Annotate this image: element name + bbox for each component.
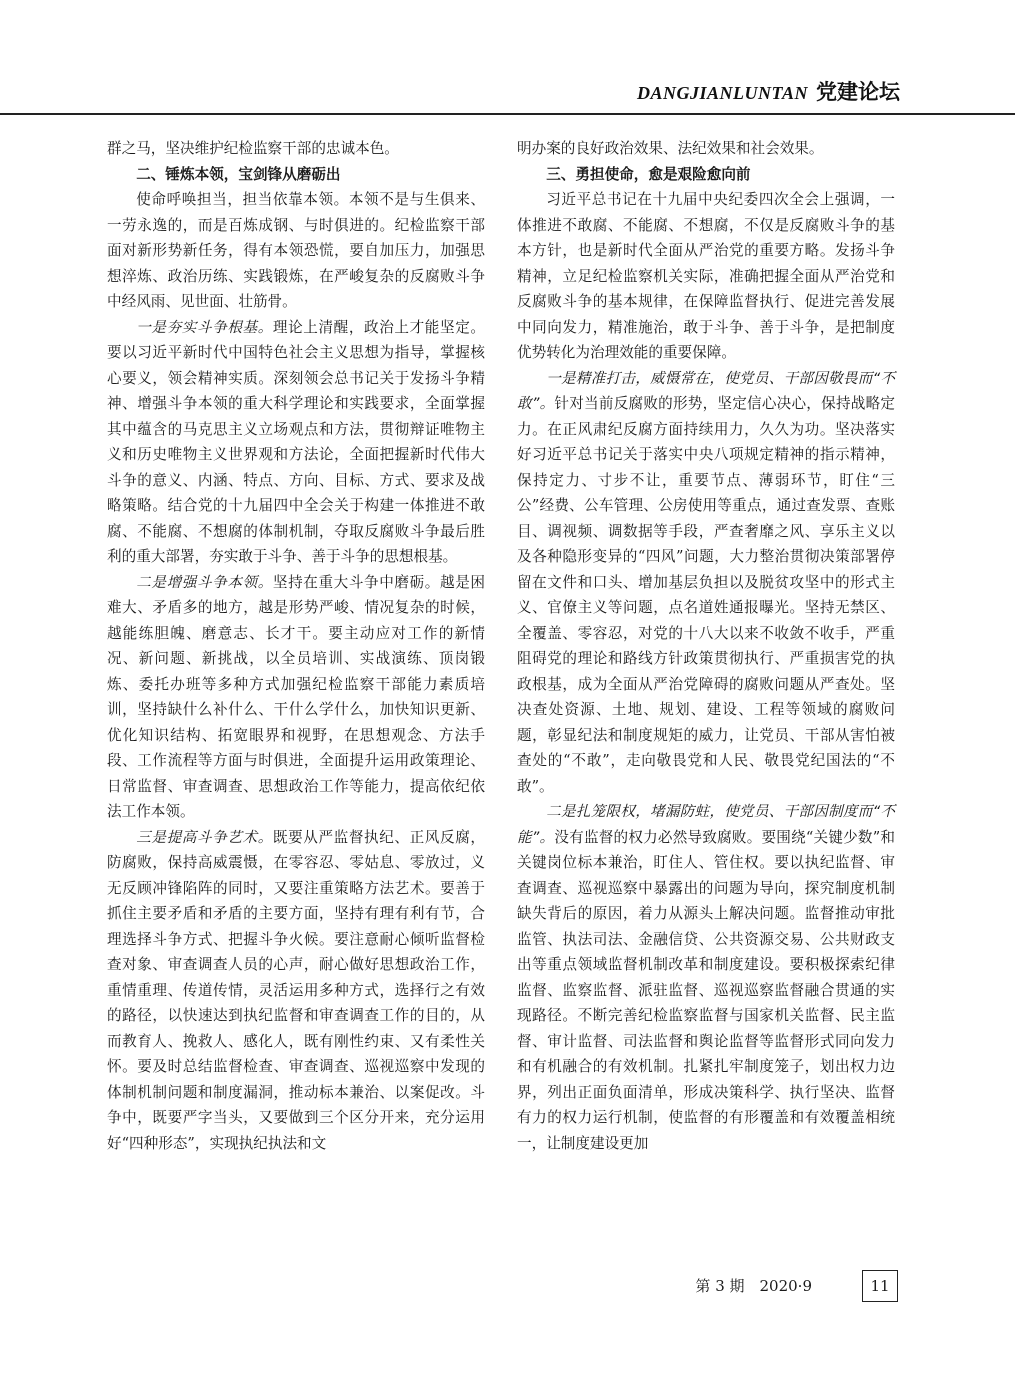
section-heading: 二、锤炼本领，宝剑锋从磨砺出: [136, 165, 341, 183]
paragraph: 习近平总书记在十九届中央纪委四次全会上强调，一体推进不敢腐、不能腐、不想腐，不仅是反腐败斗争的基本方针，也是新时代全面从严治党的重要方略。发扬斗争精神，立足纪检监察机关实际，准确把握全面从严治党和反腐败斗争的基本规律，在保障监督执行、促进完善发展中同向发力，精准施治，敢于斗争、善于斗争，是把制度优势转化为治理效能的重要保障。: [517, 191, 895, 361]
paragraph: 使命呼唤担当，担当依靠本领。本领不是与生俱来、一劳永逸的，而是百炼成钢、与时俱进的。纪检监察干部面对新形势新任务，得有本领恐慌，要自加压力，加强思想淬炼、政治历练、实践锻炼，在严峻复杂的反腐败斗争中经风雨、见世面、壮筋骨。: [107, 191, 485, 310]
paragraph-body: 针对当前反腐败的形势，坚定信心决心，保持战略定力。在正风肃纪反腐方面持续用力，久久为功。坚决落实好习近平总书记关于落实中央八项规定精神的指示精神，保持定力、寸步不让，重要节点、薄弱环节，盯住“三公”经费、公车管理、公房使用等重点，通过查发票、查账目、调视频、调数据等手段，严查奢靡之风、享乐主义以及各种隐形变异的“四风”问题，大力整治贯彻决策部署停留在文件和口头、增加基层负担以及脱贫攻坚中的形式主义、官僚主义等问题，点名道姓通报曝光。坚持无禁区、全覆盖、零容忍，对党的十八大以来不收敛不收手，严重阻碍党的理论和路线方针政策贯彻执行、严重损害党的执政根基，成为全面从严治党障碍的腐败问题从严查处。坚决查处资源、土地、规划、建设、工程等领域的腐败问题，彰显纪法和制度规矩的威力，让党员、干部从害怕被查处的“不敢”，走向敬畏党和人民、敬畏党纪国法的“不敢”。: [517, 395, 895, 795]
left-column: [107, 136, 485, 1156]
paragraph-body: 没有监督的权力必然导致腐败。要围绕“关键少数”和关键岗位标本兼治，盯住人、管住权。要以执纪监督、审查调查、巡视巡察中暴露出的问题为导向，探究制度机制缺失背后的原因，着力从源头上解决问题。监督推动审批监管、执法司法、金融信贷、公共资源交易、公共财政支出等重点领域监督机制改革和制度建设。要积极探索纪律监督、监察监督、派驻监督、巡视巡察监督融合贯通的实现路径。不断完善纪检监察监督与国家机关监督、民主监督、审计监督、司法监督和舆论监督等监督形式同向发力和有机融合的有效机制。扎紧扎牢制度笼子，划出权力边界，列出正面负面清单，形成决策科学、执行坚决、监督有力的权力运行机制，使监督的有形覆盖和有效覆盖相统一，让制度建设更加: [517, 828, 895, 1152]
paragraph-lead: 二是扎笼限权，堵漏防蛀，使党员、干部因制度而“不能”。: [517, 803, 895, 846]
right-column: [517, 136, 895, 1156]
paragraph: [107, 570, 485, 825]
issue-label: 第 3 期 2020·9: [695, 1277, 812, 1295]
paragraph-lead: 一是精准打击，威慑常在，使党员、干部因敬畏而“不敢”。: [517, 369, 895, 412]
paragraph-body: 既要从严监督执纪、正风反腐，防腐败，保持高威震慑，在零容忍、零姑息、零放过，义无反顾冲锋陷阵的同时，又要注重策略方法艺术。要善于抓住主要矛盾和矛盾的主要方面，坚持有理有利有节，合理选择斗争方式、把握斗争火候。要注意耐心倾听监督检查对象、审查调查人员的心声，耐心做好思想政治工作，重情重理、传道传情，灵活运用多种方式，选择行之有效的路径，以快速达到执纪监督和审查调查工作的目的，从而教育人、挽救人、感化人，既有刚性约束、又有柔性关怀。要及时总结监督检查、审查调查、巡视巡察中发现的体制机制问题和制度漏洞，推动标本兼治、以案促改。斗争中，既要严字当头，又要做到三个区分开来，充分运用好“四种形态”，实现执纪执法和文: [107, 828, 485, 1152]
paragraph-lead: 一是夯实斗争根基。: [136, 318, 273, 336]
paragraph: [517, 366, 895, 800]
paragraph: 明办案的良好政治效果、法纪效果和社会效果。: [517, 140, 824, 157]
section-heading: 三、勇担使命，愈是艰险愈向前: [546, 165, 751, 183]
header-rule: [0, 113, 1015, 115]
paragraph-body: 理论上清醒，政治上才能坚定。要以习近平新时代中国特色社会主义思想为指导，掌握核心要义，领会精神实质。深刻领会总书记关于发扬斗争精神、增强斗争本领的重大科学理论和实践要求，全面掌握其中蕴含的马克思主义立场观点和方法，贯彻辩证唯物主义和历史唯物主义世界观和方法论，全面把握新时代伟大斗争的意义、内涵、特点、方向、目标、方式、要求及战略策略。结合党的十九届四中全会关于构建一体推进不敢腐、不能腐、不想腐的体制机制，夺取反腐败斗争最后胜利的重大部署，夯实敢于斗争、善于斗争的思想根基。: [107, 318, 485, 565]
running-header: [0, 76, 900, 108]
header-latin-title: DANGJIANLUNTAN: [636, 83, 808, 103]
paragraph-lead: 二是增强斗争本领。: [136, 573, 273, 591]
paragraph: 群之马，坚决维护纪检监察干部的忠诚本色。: [107, 140, 399, 157]
paragraph-body: 坚持在重大斗争中磨砺。越是困难大、矛盾多的地方，越是形势严峻、情况复杂的时候，越能练胆魄、磨意志、长才干。要主动应对工作的新情况、新问题、新挑战，以全员培训、实战演练、顶岗锻炼、委托办班等多种方式加强纪检监察干部能力素质培训，坚持缺什么补什么、干什么学什么，加快知识更新、优化知识结构、拓宽眼界和视野，在思想观念、方法手段、工作流程等方面与时俱进，全面提升运用政策理论、日常监督、审查调查、思想政治工作等能力，提高依纪依法工作本领。: [107, 573, 485, 820]
header-section-title: 党建论坛: [816, 80, 900, 104]
paragraph-lead: 三是提高斗争艺术。: [136, 828, 273, 846]
paragraph: [107, 825, 485, 1157]
paragraph: [517, 799, 895, 1156]
page-number: 11: [862, 1270, 898, 1302]
paragraph: [107, 315, 485, 570]
page-footer: [0, 1270, 900, 1304]
